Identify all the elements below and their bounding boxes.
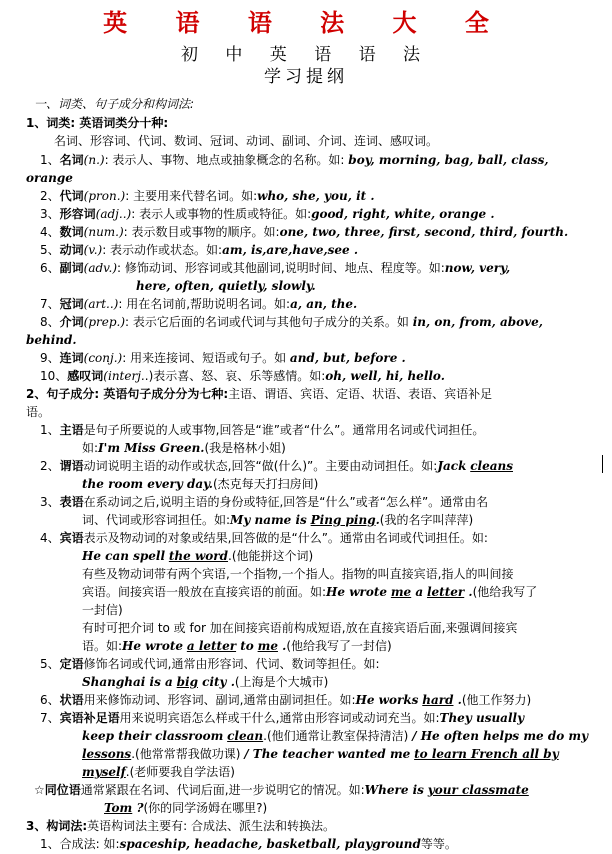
item-example-prefix: 如: xyxy=(82,441,99,455)
components-heading xyxy=(26,384,492,404)
item-example: boy, morning, bag, ball, class, xyxy=(348,153,549,167)
item-example: am, is,are,have,see . xyxy=(222,243,359,257)
item-example-end: city . xyxy=(197,675,235,689)
item-example-translation: (我的名字叫萍萍) xyxy=(379,513,474,527)
item-term: 感叹词 xyxy=(67,369,104,383)
item-desc: 通常紧跟在名词、代词后面,进一步说明它的情况。如: xyxy=(80,783,365,797)
item-example-underlined: the word xyxy=(168,549,229,563)
item-example: spaceship, headache, basketball, playground xyxy=(119,837,421,851)
item-desc: 动词说明主语的动作或状态,回答“做(什么)”。主要由动词担任。如: xyxy=(83,459,438,473)
item-example-line xyxy=(82,744,559,764)
item-term: 状语 xyxy=(59,693,84,707)
item-example-line xyxy=(82,510,473,530)
item-example-underlined: letter xyxy=(426,585,465,599)
item-example: who, she, you, it . xyxy=(257,189,375,203)
paragraph-line xyxy=(82,636,392,656)
item-example-underlined: hard xyxy=(422,693,454,707)
paragraph-line: 有些及物动词带有两个宾语,一个指物,一个指人。指物的叫直接宾语,指人的叫间接 xyxy=(82,567,514,581)
item-number: 1、 xyxy=(40,837,60,851)
item-number: 4、 xyxy=(40,225,60,239)
item-example-line xyxy=(104,798,267,818)
item-example: one, two, three, first, second, third, fourth. xyxy=(279,225,569,239)
item-desc: 在系动词之后,说明主语的身份或特征,回答是“什么”或者“怎么样”。通常由名 xyxy=(83,495,489,509)
item-desc: : 如: xyxy=(95,837,120,851)
item-abbr: (prep.) xyxy=(83,315,126,329)
item-example-end: 等等。 xyxy=(420,837,457,851)
item-abbr: (v.) xyxy=(83,243,103,257)
wordclass-item-verb xyxy=(40,240,358,260)
item-example-line xyxy=(82,672,328,692)
item-example: good, right, white, orange . xyxy=(311,207,495,221)
item-example-underlined: your classmate xyxy=(427,783,529,797)
item-example-line xyxy=(82,762,235,782)
item-example: in, on, from, above, xyxy=(412,315,543,329)
item-example: Shanghai is a xyxy=(82,675,173,689)
components-heading-cont: 语。 xyxy=(26,405,51,419)
item-number: 1、 xyxy=(40,153,60,167)
item-number: 5、 xyxy=(40,657,60,671)
item-desc: .)表示喜、怒、哀、乐等感情。如: xyxy=(144,369,326,383)
item-example-underlined: lessons xyxy=(82,747,132,761)
item-term: 介词 xyxy=(59,315,84,329)
item-example-end: ? xyxy=(132,801,144,815)
wordform-heading-label: 3、构词法: xyxy=(26,819,88,833)
item-desc: : 修饰动词、形容词或其他副词,说明时间、地点、程度等。如: xyxy=(117,261,445,275)
item-example-translation: (杰克每天打扫房间) xyxy=(212,477,319,491)
item-term: 名词 xyxy=(59,153,84,167)
item-term: 定语 xyxy=(59,657,84,671)
component-item-predicative xyxy=(40,492,488,512)
item-example-underlined: me xyxy=(390,585,412,599)
component-item-predicate xyxy=(40,456,513,476)
item-example-end: . xyxy=(375,513,380,527)
item-number: 1、 xyxy=(40,423,60,437)
item-example-translation: (上海是个大城市) xyxy=(234,675,329,689)
item-example: keep their classroom xyxy=(82,729,224,743)
item-number: 7、 xyxy=(40,297,60,311)
item-number: 3、 xyxy=(40,495,60,509)
wordclass-item-adverb xyxy=(40,258,510,278)
item-example-underlined: a letter xyxy=(186,639,237,653)
component-item-subject xyxy=(40,420,484,440)
wordform-heading xyxy=(26,816,335,836)
item-example-line xyxy=(82,474,318,494)
item-example-line xyxy=(82,546,313,566)
wordform-desc: 英语构词法主要有: 合成法、派生法和转换法。 xyxy=(87,819,336,833)
components-heading-list: 主语、谓语、宾语、定语、状语、表语、宾语补足 xyxy=(228,387,493,401)
item-example-underlined: to learn French all by xyxy=(414,747,559,761)
item-term: 数词 xyxy=(59,225,84,239)
item-number: 6、 xyxy=(40,693,60,707)
item-example: a, an, the. xyxy=(290,297,358,311)
item-number: 5、 xyxy=(40,243,60,257)
item-term: 形容词 xyxy=(59,207,96,221)
item-example-translation: (你的同学汤姆在哪里?) xyxy=(143,801,268,815)
item-example-underlined: myself xyxy=(82,765,126,779)
item-example-underlined: Ping ping xyxy=(310,513,376,527)
item-desc-cont: 词、代词或形容词担任。如: xyxy=(82,513,231,527)
wordclass-item-interjection xyxy=(40,366,445,386)
component-item-object-complement xyxy=(40,708,524,728)
item-example: Where is xyxy=(364,783,424,797)
paragraph-line: 有时可把介词 to 或 for 加在间接宾语前构成短语,放在直接宾语后面,来强调间接宾 xyxy=(82,621,518,635)
item-abbr: (adj..) xyxy=(95,207,132,221)
item-example-end: . xyxy=(453,693,462,707)
item-example: oh, well, hi, hello. xyxy=(325,369,445,383)
item-example: I'm Miss Green. xyxy=(98,441,205,455)
item-example: He wrote xyxy=(326,585,388,599)
wordclass-heading: 1、词类: 英语词类分十种: xyxy=(26,116,169,130)
item-example: and, but, before . xyxy=(289,351,406,365)
section-heading: 一、词类、句子成分和构词法: xyxy=(34,97,195,111)
item-example-underlined: Tom xyxy=(104,801,133,815)
text-cursor xyxy=(602,455,603,473)
item-example-underlined: big xyxy=(176,675,198,689)
item-term: 代词 xyxy=(59,189,84,203)
item-example-translation: .(老师要我自学法语) xyxy=(125,765,235,779)
item-abbr: (n.) xyxy=(83,153,105,167)
item-term: 动词 xyxy=(59,243,84,257)
item-term: 副词 xyxy=(59,261,84,275)
item-example-underlined: me xyxy=(257,639,278,653)
item-desc: : 表示人或事物的性质或特征。如: xyxy=(131,207,312,221)
page-subtitle-secondary: 学习提纲 xyxy=(264,67,348,87)
component-item-object xyxy=(40,528,488,548)
item-example-translation: (我是格林小姐) xyxy=(204,441,286,455)
item-example: now, very, xyxy=(444,261,511,275)
item-example-underlined: clean xyxy=(227,729,264,743)
item-number: 7、 xyxy=(40,711,60,725)
item-example: / He often helps me do my xyxy=(412,729,589,743)
item-desc: 用来修饰动词、形容词、副词,通常由副词担任。如: xyxy=(83,693,356,707)
item-example-translation: (他工作努力) xyxy=(461,693,532,707)
component-item-attribute xyxy=(40,654,380,674)
item-term: 冠词 xyxy=(59,297,84,311)
item-example-cont: here, often, quietly, slowly. xyxy=(136,279,316,293)
item-desc: : 主要用来代替名词。如: xyxy=(125,189,258,203)
item-term: 合成法 xyxy=(59,837,96,851)
item-desc: 表示及物动词的对象或结果,回答做的是“什么”。通常由名词或代词担任。如: xyxy=(83,531,488,545)
item-desc: 是句子所要说的人或事物,回答是“谁”或者“什么”。通常用名词或代词担任。 xyxy=(83,423,485,437)
page-title: 英 语 语 法 大 全 xyxy=(103,8,509,37)
item-desc: : 表示动作或状态。如: xyxy=(102,243,223,257)
item-term: 宾语 xyxy=(59,531,84,545)
item-number: 10、 xyxy=(40,369,68,383)
item-example-underlined: cleans xyxy=(470,459,513,473)
paragraph-text: 宾语。间接宾语一般放在直接宾语的前面。如: xyxy=(82,585,327,599)
wordclass-item-pronoun xyxy=(40,186,375,206)
item-number: 4、 xyxy=(40,531,60,545)
wordclass-item-noun xyxy=(40,150,549,170)
item-example-translation: .(他能拼这个词) xyxy=(228,549,314,563)
item-number: 6、 xyxy=(40,261,60,275)
item-example: to xyxy=(236,639,254,653)
item-example: He can spell xyxy=(82,549,166,563)
paragraph-line xyxy=(82,582,537,602)
item-example-end: . xyxy=(464,585,473,599)
item-example: a xyxy=(411,585,424,599)
item-term: 表语 xyxy=(59,495,84,509)
item-abbr: (pron.) xyxy=(83,189,126,203)
wordclass-item-numeral xyxy=(40,222,568,242)
wordclass-item-conjunction xyxy=(40,348,406,368)
components-heading-label: 2、句子成分: 英语句子成分分为七种: xyxy=(26,387,229,401)
item-abbr: (adv.) xyxy=(83,261,118,275)
item-term: 宾语补足语 xyxy=(59,711,120,725)
item-example-translation: (他给我写了一封信) xyxy=(286,639,392,653)
item-desc: : 表示它后面的名词或代词与其他句子成分的关系。如 xyxy=(125,315,409,329)
item-example: Jack xyxy=(437,459,467,473)
item-desc: 用来说明宾语怎么样或干什么,通常由形容词或动词充当。如: xyxy=(119,711,440,725)
item-term: 谓语 xyxy=(59,459,84,473)
item-desc: : 表示人、事物、地点或抽象概念的名称。如: xyxy=(104,153,345,167)
item-example: He wrote xyxy=(122,639,184,653)
item-example-end: . xyxy=(277,639,287,653)
wordclass-list: 名词、形容词、代词、数词、冠词、动词、副词、介词、连词、感叹词。 xyxy=(54,134,439,148)
item-number: 2、 xyxy=(40,459,60,473)
item-number: 2、 xyxy=(40,189,60,203)
item-example-translation: .(他们通常让教室保持清洁) xyxy=(263,729,409,743)
item-desc: : 用来连接词、短语或句子。如 xyxy=(122,351,287,365)
wordform-item-compound xyxy=(40,834,457,854)
item-example-translation: .(他常常帮我做功课) xyxy=(131,747,241,761)
item-abbr: (art..) xyxy=(83,297,119,311)
star-icon: ☆ xyxy=(34,783,45,797)
item-desc: : 表示数目或事物的顺序。如: xyxy=(123,225,280,239)
item-example: They usually xyxy=(439,711,525,725)
item-example: the room every day. xyxy=(82,477,213,491)
item-abbr: (num.) xyxy=(83,225,124,239)
paragraph-text: 语。如: xyxy=(82,639,123,653)
item-example-cont: orange xyxy=(26,171,73,185)
item-example-line xyxy=(82,726,588,746)
item-abbr: (conj.) xyxy=(83,351,123,365)
item-example: / The teacher wanted me xyxy=(244,747,411,761)
item-term: 同位语 xyxy=(44,783,81,797)
item-example-cont: behind. xyxy=(26,333,77,347)
item-number: 3、 xyxy=(40,207,60,221)
item-desc: 修饰名词或代词,通常由形容词、代词、数词等担任。如: xyxy=(83,657,380,671)
item-example: My name is xyxy=(230,513,307,527)
item-number: 9、 xyxy=(40,351,60,365)
item-example: He works xyxy=(355,693,419,707)
paragraph-line: 一封信) xyxy=(82,603,123,617)
item-example-line xyxy=(82,438,286,458)
item-example-translation: (他给我写了 xyxy=(472,585,538,599)
page-subtitle: 初 中 英 语 语 法 xyxy=(180,45,432,65)
wordclass-item-adjective xyxy=(40,204,495,224)
item-number: 8、 xyxy=(40,315,60,329)
wordclass-item-preposition xyxy=(40,312,543,332)
item-abbr: (interj. xyxy=(103,369,145,383)
component-item-adverbial xyxy=(40,690,531,710)
wordclass-item-article xyxy=(40,294,357,314)
component-item-appositive xyxy=(34,780,529,800)
item-term: 主语 xyxy=(59,423,84,437)
item-desc: : 用在名词前,帮助说明名词。如: xyxy=(118,297,291,311)
item-term: 连词 xyxy=(59,351,84,365)
